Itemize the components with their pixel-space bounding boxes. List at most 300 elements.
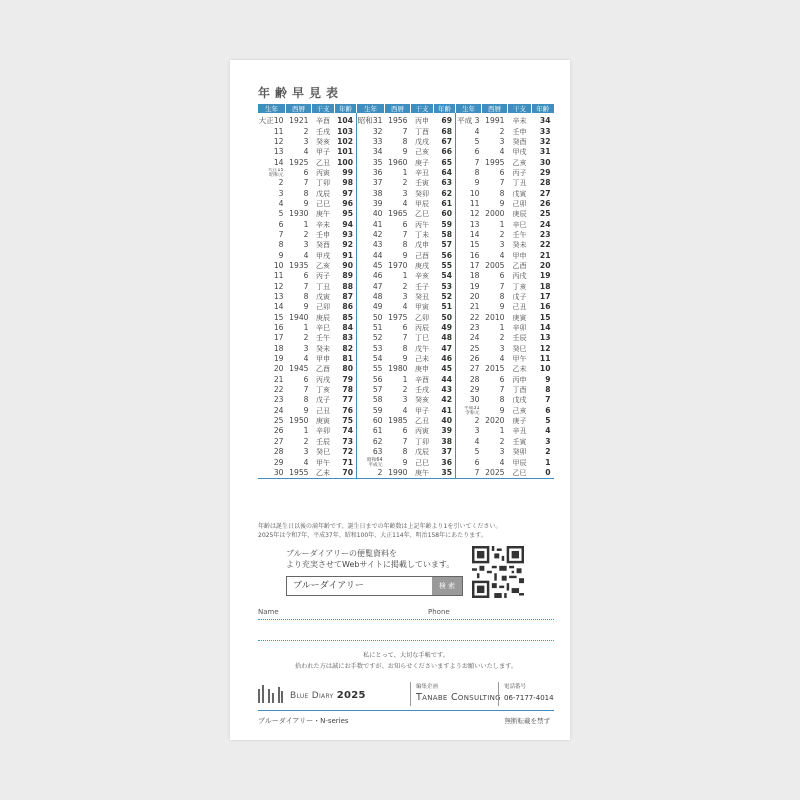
zodiac-cell: 癸巳 — [512, 344, 527, 353]
age-cell: 49 — [434, 323, 456, 333]
zodiac-cell: 甲申 — [512, 251, 527, 260]
zodiac-cell: 乙酉 — [316, 365, 330, 374]
western-year-cell: 7 — [402, 126, 408, 136]
western-year-cell: 2 — [303, 229, 309, 239]
age-cell: 55 — [434, 261, 456, 271]
age-cell: 6 — [545, 405, 551, 415]
age-cell: 91 — [335, 250, 357, 260]
zodiac-cell: 庚子 — [415, 158, 429, 167]
western-year-cell: 1 — [499, 426, 505, 436]
birth-year-cell: 55 — [372, 364, 383, 374]
age-cell: 34 — [539, 116, 551, 126]
age-cell: 101 — [335, 147, 357, 157]
birth-year-cell: 38 — [372, 188, 383, 198]
birth-year-cell: 23 — [469, 323, 480, 333]
western-year-cell: 4 — [402, 405, 408, 415]
western-year-cell: 4 — [303, 457, 309, 467]
birth-year-cell: 19 — [469, 281, 480, 291]
zodiac-cell: 丙子 — [316, 272, 330, 281]
western-year-cell: 2 — [303, 333, 309, 343]
birth-year-cell: 26 — [273, 426, 284, 436]
age-cell: 20 — [539, 260, 551, 270]
birth-year-cell: 63 — [372, 447, 383, 457]
zodiac-cell: 甲午 — [512, 355, 527, 364]
western-year-cell: 6 — [303, 374, 309, 384]
brand-year: 2025 — [336, 690, 366, 701]
western-year-cell: 3 — [303, 240, 309, 250]
zodiac-cell: 丙午 — [415, 220, 429, 229]
age-cell: 83 — [335, 333, 357, 343]
western-year-cell: 1945 — [289, 364, 309, 374]
zodiac-cell: 戊辰 — [316, 189, 330, 198]
phone-number-label: 電話番号 — [504, 684, 527, 690]
western-year-cell: 9 — [303, 405, 309, 415]
qr-code-icon[interactable] — [472, 546, 524, 598]
birth-year-cell: 35 — [372, 157, 383, 167]
western-year-cell: 2005 — [485, 260, 505, 270]
age-cell: 22 — [539, 240, 551, 250]
birth-year-cell: 23 — [273, 395, 284, 405]
western-year-cell: 2015 — [485, 364, 505, 374]
birth-year-cell: 50 — [372, 312, 383, 322]
birth-year-cell: 36 — [372, 167, 383, 177]
age-cell: 81 — [335, 354, 357, 364]
zodiac-cell: 庚申 — [415, 365, 429, 374]
western-year-cell: 1 — [402, 167, 408, 177]
birth-year-cell: 34 — [372, 147, 383, 157]
western-year-cell: 1970 — [388, 260, 408, 270]
birth-year-cell: 57 — [372, 385, 383, 395]
zodiac-cell: 戊戌 — [415, 137, 429, 146]
birth-year-cell: 24 — [273, 405, 284, 415]
table-notes — [258, 522, 558, 540]
western-year-cell: 3 — [402, 395, 408, 405]
column-header: 年齢 — [335, 104, 357, 113]
western-year-cell: 2020 — [485, 416, 505, 426]
zodiac-cell: 辛未 — [316, 220, 330, 229]
zodiac-cell: 甲子 — [415, 406, 429, 415]
birth-year-cell: 平成31 令和元 — [463, 405, 480, 416]
column-header: 西暦 — [482, 104, 508, 113]
zodiac-cell: 甲寅 — [415, 303, 429, 312]
zodiac-cell: 戊午 — [415, 344, 429, 353]
birth-year-cell: 30 — [258, 468, 286, 479]
western-year-cell: 7 — [499, 281, 505, 291]
western-year-cell: 1935 — [289, 260, 309, 270]
age-cell: 18 — [539, 281, 551, 291]
search-button[interactable]: 検 索 — [432, 577, 462, 595]
birth-year-cell: 16 — [469, 250, 480, 260]
zodiac-cell: 戊辰 — [415, 448, 429, 457]
western-year-cell: 1 — [303, 323, 309, 333]
birth-year-cell: 3 — [278, 188, 284, 198]
western-year-cell: 6 — [303, 271, 309, 281]
age-cell: 10 — [539, 364, 551, 374]
birth-year-cell: 4 — [474, 436, 480, 446]
western-year-cell: 6 — [402, 323, 408, 333]
western-year-cell: 3 — [402, 188, 408, 198]
zodiac-cell: 辛未 — [512, 117, 527, 126]
zodiac-cell: 甲午 — [316, 458, 330, 467]
birth-year-cell: 2 — [278, 178, 284, 188]
western-year-cell: 9 — [402, 147, 408, 157]
birth-year-cell: 40 — [372, 209, 383, 219]
column-header: 生年 — [357, 104, 385, 113]
age-cell: 31 — [539, 147, 551, 157]
western-year-cell: 2 — [303, 126, 309, 136]
age-cell: 1 — [545, 457, 551, 467]
age-cell: 48 — [434, 333, 456, 343]
age-cell: 12 — [539, 343, 551, 353]
zodiac-cell: 庚子 — [512, 417, 527, 426]
western-year-cell: 2000 — [485, 209, 505, 219]
zodiac-cell: 丁亥 — [316, 386, 330, 395]
age-cell: 17 — [539, 292, 551, 302]
zodiac-cell: 辛酉 — [415, 375, 429, 384]
western-year-cell: 4 — [499, 147, 505, 157]
age-cell: 26 — [539, 198, 551, 208]
western-year-cell: 7 — [303, 385, 309, 395]
age-cell: 35 — [434, 468, 456, 479]
zodiac-cell: 壬辰 — [316, 437, 330, 446]
column-header: 干支 — [312, 104, 335, 113]
western-year-cell: 1921 — [289, 116, 309, 126]
birth-year-cell: 14 — [273, 157, 284, 167]
age-cell: 95 — [335, 209, 357, 219]
birth-year-cell: 60 — [372, 416, 383, 426]
birth-year-cell: 13 — [273, 147, 284, 157]
western-year-cell: 1 — [303, 219, 309, 229]
birth-year-cell: 13 — [273, 292, 284, 302]
birth-year-cell: 17 — [273, 333, 284, 343]
birth-year-cell: 19 — [273, 354, 284, 364]
birth-year-cell: 15 — [469, 240, 480, 250]
birth-year-cell: 33 — [372, 136, 383, 146]
age-cell: 5 — [545, 416, 551, 426]
zodiac-cell: 庚辰 — [316, 313, 330, 322]
age-cell: 19 — [539, 271, 551, 281]
western-year-cell: 4 — [303, 250, 309, 260]
zodiac-cell: 甲子 — [316, 148, 330, 157]
table-row — [258, 344, 554, 354]
western-year-cell: 1975 — [388, 312, 408, 322]
table-row — [258, 468, 554, 479]
zodiac-cell: 甲辰 — [415, 199, 429, 208]
table-row — [258, 188, 554, 198]
diary-page — [230, 60, 570, 740]
western-year-cell: 1 — [402, 374, 408, 384]
birth-year-cell: 5 — [278, 209, 284, 219]
western-year-cell: 6 — [402, 219, 408, 229]
age-cell: 0 — [532, 468, 554, 479]
western-year-cell: 1960 — [388, 157, 408, 167]
zodiac-cell: 戊寅 — [316, 293, 330, 302]
western-year-cell: 2 — [402, 281, 408, 291]
zodiac-cell: 癸亥 — [316, 137, 330, 146]
western-year-cell: 8 — [402, 240, 408, 250]
western-year-cell: 1955 — [286, 468, 312, 479]
birth-year-cell: 20 — [469, 292, 480, 302]
western-year-cell: 2 — [499, 229, 505, 239]
table-row — [258, 282, 554, 292]
western-year-cell: 2 — [402, 385, 408, 395]
zodiac-cell: 己未 — [415, 355, 429, 364]
birth-year-cell: 13 — [469, 219, 480, 229]
birth-year-cell: 43 — [372, 240, 383, 250]
zodiac-cell: 壬寅 — [415, 179, 429, 188]
western-year-cell: 6 — [402, 426, 408, 436]
zodiac-cell: 癸卯 — [415, 189, 429, 198]
age-cell: 21 — [539, 250, 551, 260]
western-year-cell: 8 — [303, 395, 309, 405]
zodiac-cell: 甲戌 — [316, 251, 330, 260]
birth-year-cell: 昭和64 平成元 — [366, 457, 383, 468]
zodiac-cell: 庚辰 — [512, 210, 527, 219]
search-input[interactable]: ブルーダイアリー — [293, 581, 364, 591]
column-header: 生年 — [258, 104, 286, 113]
birth-year-cell: 5 — [474, 136, 480, 146]
western-year-cell: 3 — [303, 343, 309, 353]
note-line: 年齢は誕生日以後の満年齢です。誕生日までの年齢数は上記年齢より1を引いてください。 — [258, 523, 502, 530]
birth-year-cell: 58 — [372, 395, 383, 405]
birth-year-cell: 12 — [273, 136, 284, 146]
zodiac-cell: 己巳 — [415, 458, 429, 467]
birth-year-cell: 2 — [357, 468, 385, 479]
western-year-cell: 1 — [402, 271, 408, 281]
age-cell: 9 — [545, 374, 551, 384]
birth-year-cell: 29 — [273, 457, 284, 467]
column-header: 年齢 — [434, 104, 456, 113]
age-cell: 103 — [335, 126, 357, 136]
age-cell: 59 — [434, 219, 456, 229]
zodiac-cell: 辛卯 — [316, 427, 330, 436]
western-year-cell: 9 — [402, 354, 408, 364]
table-row — [258, 437, 554, 447]
western-year-cell: 9 — [499, 198, 505, 208]
age-cell: 79 — [335, 375, 357, 385]
age-cell: 93 — [335, 230, 357, 240]
age-cell: 54 — [434, 271, 456, 281]
table-row — [258, 426, 554, 436]
western-year-cell: 8 — [402, 136, 408, 146]
phone-number: 06-7177-4014 — [504, 694, 554, 702]
age-cell: 62 — [434, 188, 456, 198]
western-year-cell: 1925 — [289, 157, 309, 167]
age-cell: 65 — [434, 157, 456, 167]
age-cell: 60 — [434, 209, 456, 219]
western-year-cell: 4 — [402, 302, 408, 312]
western-year-cell: 9 — [303, 198, 309, 208]
search-box[interactable] — [286, 576, 463, 596]
western-year-cell: 2025 — [482, 468, 508, 479]
western-year-cell: 1 — [499, 323, 505, 333]
birth-year-cell: 39 — [372, 198, 383, 208]
zodiac-cell: 乙亥 — [512, 158, 527, 167]
western-year-cell: 3 — [303, 136, 309, 146]
publisher-name: Tanabe Consulting — [416, 692, 501, 703]
birth-year-cell: 9 — [278, 250, 284, 260]
zodiac-cell: 辛卯 — [512, 324, 527, 333]
brand-name — [290, 690, 366, 701]
birth-year-cell: 6 — [474, 457, 480, 467]
brand-prefix: Blue Diary — [290, 691, 334, 701]
table-row — [258, 219, 554, 229]
age-cell: 23 — [539, 229, 551, 239]
birth-year-cell: 2 — [474, 416, 480, 426]
zodiac-cell: 乙酉 — [512, 261, 527, 270]
table-row — [258, 354, 554, 364]
birth-year-cell: 49 — [372, 302, 383, 312]
age-cell: 58 — [434, 230, 456, 240]
age-cell: 71 — [335, 457, 357, 467]
birth-year-cell: 53 — [372, 343, 383, 353]
promo-line: ブルーダイアリーの便覧資料を — [286, 549, 397, 558]
table-row — [258, 323, 554, 333]
table-header — [258, 104, 554, 113]
western-year-cell: 9 — [499, 302, 505, 312]
table-row — [258, 126, 554, 136]
age-cell: 61 — [434, 199, 456, 209]
age-cell: 27 — [539, 188, 551, 198]
birth-year-cell: 7 — [278, 229, 284, 239]
western-year-cell: 7 — [402, 229, 408, 239]
western-year-cell: 3 — [402, 292, 408, 302]
birth-year-cell: 14 — [469, 229, 480, 239]
birth-year-cell: 8 — [474, 167, 480, 177]
birth-year-cell: 20 — [273, 364, 284, 374]
western-year-cell: 1980 — [388, 364, 408, 374]
zodiac-cell: 丙戌 — [316, 375, 330, 384]
table-row — [258, 157, 554, 167]
return-message: 拾われた方は誠にお手数ですが、お知らせくださいますようお願いいたします。 — [294, 663, 518, 670]
age-cell: 92 — [335, 240, 357, 250]
birth-year-cell: 7 — [456, 468, 482, 479]
western-year-cell: 9 — [303, 302, 309, 312]
publisher-label: 編集企画 — [416, 684, 439, 690]
western-year-cell: 1990 — [385, 468, 411, 479]
birth-year-cell: 30 — [469, 395, 480, 405]
age-cell: 24 — [539, 219, 551, 229]
western-year-cell: 7 — [402, 333, 408, 343]
birth-year-cell: 59 — [372, 405, 383, 415]
table-row — [258, 261, 554, 271]
table-row — [258, 375, 554, 385]
western-year-cell: 7 — [499, 178, 505, 188]
no-reprint-notice: 無断転載を禁ず — [504, 717, 550, 725]
table-row — [258, 147, 554, 157]
zodiac-cell: 乙卯 — [415, 313, 429, 322]
western-year-cell: 2 — [499, 126, 505, 136]
zodiac-cell: 丙辰 — [415, 324, 429, 333]
zodiac-cell: 丁卯 — [316, 179, 330, 188]
birth-year-cell: 18 — [469, 271, 480, 281]
zodiac-cell: 丙申 — [415, 117, 429, 126]
birth-year-cell: 大正15 昭和元 — [267, 167, 284, 178]
age-cell: 100 — [335, 157, 357, 167]
column-header: 干支 — [508, 104, 532, 113]
birth-year-cell: 41 — [372, 219, 383, 229]
zodiac-cell: 壬午 — [512, 230, 527, 239]
zodiac-cell: 丁卯 — [415, 437, 429, 446]
table-row — [258, 447, 554, 457]
age-cell: 53 — [434, 282, 456, 292]
age-cell: 40 — [434, 416, 456, 426]
western-year-cell: 6 — [499, 167, 505, 177]
age-cell: 70 — [335, 468, 357, 479]
western-year-cell: 8 — [499, 292, 505, 302]
birth-year-cell: 27 — [273, 436, 284, 446]
age-cell: 4 — [545, 426, 551, 436]
zodiac-cell: 乙丑 — [415, 417, 429, 426]
age-cell: 50 — [434, 313, 456, 323]
table-row — [258, 313, 554, 323]
zodiac-cell: 癸未 — [316, 344, 330, 353]
birth-year-cell: 11 — [469, 198, 480, 208]
zodiac-cell: 己卯 — [512, 199, 527, 208]
name-line[interactable] — [258, 619, 554, 620]
birth-year-cell: 10 — [469, 188, 480, 198]
zodiac-cell: 辛酉 — [316, 117, 330, 126]
table-row — [258, 168, 554, 178]
birth-year-cell: 11 — [273, 126, 284, 136]
zodiac-cell: 己卯 — [316, 303, 330, 312]
column-header: 西暦 — [286, 104, 312, 113]
zodiac-cell: 辛丑 — [415, 168, 429, 177]
western-year-cell: 4 — [499, 250, 505, 260]
zodiac-cell: 乙亥 — [316, 261, 330, 270]
age-cell: 30 — [539, 157, 551, 167]
page-title: 年齢早見表 — [258, 86, 344, 100]
zodiac-cell: 丙寅 — [316, 168, 330, 177]
birth-year-cell: 28 — [469, 374, 480, 384]
birth-year-cell: 37 — [372, 178, 383, 188]
western-year-cell: 6 — [303, 167, 309, 177]
western-year-cell: 1965 — [388, 209, 408, 219]
age-cell: 8 — [545, 385, 551, 395]
zodiac-cell: 辛巳 — [512, 220, 527, 229]
birth-year-cell: 14 — [273, 302, 284, 312]
zodiac-cell: 庚午 — [411, 468, 434, 479]
age-cell: 98 — [335, 178, 357, 188]
age-cell: 32 — [539, 136, 551, 146]
western-year-cell: 1940 — [289, 312, 309, 322]
zodiac-cell: 癸卯 — [512, 448, 527, 457]
birth-year-cell: 61 — [372, 426, 383, 436]
age-cell: 72 — [335, 447, 357, 457]
age-cell: 33 — [539, 126, 551, 136]
age-cell: 86 — [335, 302, 357, 312]
age-cell: 66 — [434, 147, 456, 157]
western-year-cell: 6 — [499, 374, 505, 384]
zodiac-cell: 乙未 — [512, 365, 527, 374]
birth-year-cell: 11 — [273, 271, 284, 281]
birth-year-cell: 27 — [469, 364, 480, 374]
birth-year-cell: 56 — [372, 374, 383, 384]
birth-year-cell: 12 — [469, 209, 480, 219]
western-year-cell: 7 — [499, 385, 505, 395]
western-year-cell: 9 — [499, 405, 505, 415]
table-row — [258, 333, 554, 343]
age-cell: 104 — [335, 113, 357, 126]
birth-year-cell: 29 — [469, 385, 480, 395]
western-year-cell: 4 — [303, 147, 309, 157]
western-year-cell: 7 — [303, 281, 309, 291]
zodiac-cell: 辛亥 — [415, 272, 429, 281]
western-year-cell: 1 — [303, 426, 309, 436]
address-line[interactable] — [258, 640, 554, 641]
age-cell: 67 — [434, 137, 456, 147]
age-cell: 82 — [335, 344, 357, 354]
